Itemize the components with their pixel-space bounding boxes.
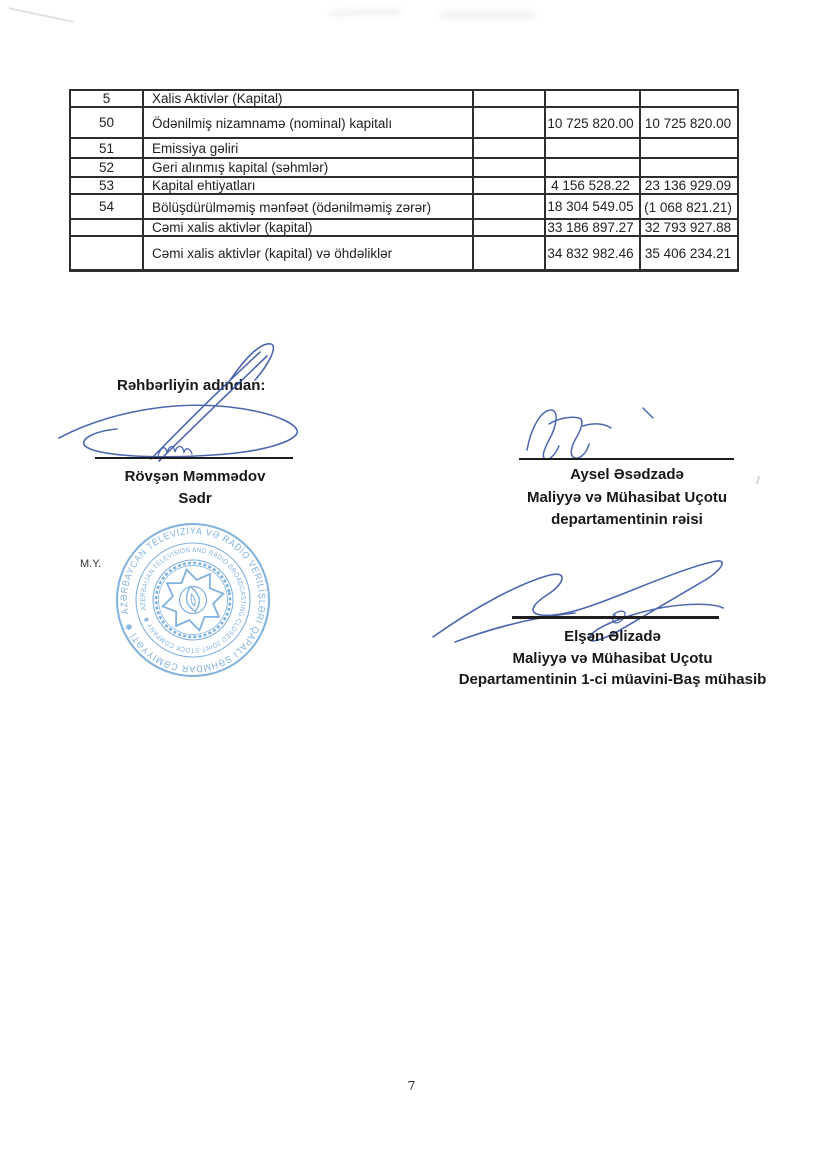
description-cell: Emissiya gəliri	[143, 138, 473, 158]
table-row	[70, 219, 738, 236]
description-cell: Xalis Aktivlər (Kapital)	[143, 90, 473, 107]
value-cell	[640, 138, 738, 158]
signature-line	[519, 458, 734, 460]
row-number-cell: 54	[70, 194, 143, 219]
empty-cell	[473, 219, 545, 236]
table-row	[70, 138, 738, 158]
finance-head-signature-ink	[505, 398, 670, 466]
table-row	[70, 194, 738, 219]
empty-cell	[473, 177, 545, 194]
stamp-outer-ring-text: AZƏRBAYCAN TELEVİZİYA VƏ RADİO VERİLİŞLƏRİ QAPALI SƏHMDAR CƏMİYYƏTİ ✱	[118, 525, 268, 675]
chairman-signature-ink	[55, 332, 400, 467]
value-cell	[545, 158, 640, 177]
value-cell: 10 725 820.00	[640, 107, 738, 138]
description-cell: Cəmi xalis aktivlər (kapital) və öhdəliklər	[143, 236, 473, 270]
row-number-cell: 50	[70, 107, 143, 138]
table-row	[70, 107, 738, 138]
value-cell	[545, 138, 640, 158]
stamp-inner-ring-text: AZERBAIJAN TELEVISION AND RADIO BROADCASTING CLOSED JOINT-STOCK COMPANY ✱	[139, 546, 247, 654]
company-round-stamp	[105, 512, 281, 688]
row-number-cell	[70, 236, 143, 270]
description-cell: Bölüşdürülməmiş mənfəət (ödənilməmiş zərər)	[143, 194, 473, 219]
value-cell: 33 186 897.27	[545, 219, 640, 236]
value-cell: 35 406 234.21	[640, 236, 738, 270]
value-cell: 34 832 982.46	[545, 236, 640, 270]
row-number-cell	[70, 219, 143, 236]
row-number-cell: 51	[70, 138, 143, 158]
empty-cell	[473, 158, 545, 177]
value-cell	[545, 90, 640, 107]
seal-place-label: M.Y.	[80, 558, 102, 570]
table-row	[70, 236, 738, 270]
empty-cell	[473, 107, 545, 138]
signer-name: Elşən Əlizadə	[564, 628, 661, 645]
chief-accountant-name-block	[430, 626, 795, 691]
empty-cell	[473, 90, 545, 107]
value-cell: 23 136 929.09	[640, 177, 738, 194]
on-behalf-of-management-heading: Rəhbərliyin adından:	[117, 377, 266, 394]
page-number: 7	[407, 1078, 416, 1093]
signer-name: Rövşən Məmmədov	[124, 468, 266, 485]
chairman-name-block	[95, 466, 295, 510]
net-assets-table	[69, 89, 739, 272]
signer-title: Maliyyə və Mühasibat Uçotu	[512, 649, 713, 667]
row-number-cell: 5	[70, 90, 143, 107]
description-cell: Cəmi xalis aktivlər (kapital)	[143, 219, 473, 236]
signer-title: Departamentinin 1-ci müavini-Baş mühasib	[458, 671, 767, 688]
row-number-cell: 52	[70, 158, 143, 177]
scan-artifact-pencil-mark	[9, 7, 74, 22]
value-cell	[640, 158, 738, 177]
value-cell: (1 068 821.21)	[640, 194, 738, 219]
scan-artifact-ghost-text	[440, 10, 535, 20]
table-row	[70, 158, 738, 177]
scan-artifact-ghost-text	[330, 7, 400, 18]
signature-line	[95, 457, 293, 459]
signer-title: Sədr	[178, 490, 212, 507]
description-cell: Kapital ehtiyatları	[143, 177, 473, 194]
row-number-cell: 53	[70, 177, 143, 194]
empty-cell	[473, 138, 545, 158]
stamp-emblem-icon	[149, 556, 237, 644]
table-row	[70, 177, 738, 194]
empty-cell	[473, 236, 545, 270]
value-cell	[640, 90, 738, 107]
signer-title: departamentinin rəisi	[551, 511, 703, 528]
description-cell: Geri alınmış kapital (səhmlər)	[143, 158, 473, 177]
value-cell: 10 725 820.00	[545, 107, 640, 138]
value-cell: 4 156 528.22	[545, 177, 640, 194]
table-row	[70, 90, 738, 107]
signer-title: Maliyyə və Mühasibat Uçotu	[526, 488, 728, 506]
scan-artifact-pen-mark	[755, 476, 760, 485]
value-cell: 18 304 549.05	[545, 194, 640, 219]
value-cell: 32 793 927.88	[640, 219, 738, 236]
signer-name: Aysel Əsədzadə	[570, 466, 684, 483]
finance-head-name-block	[513, 464, 741, 532]
description-cell: Ödənilmiş nizamnamə (nominal) kapitalı	[143, 107, 473, 138]
empty-cell	[473, 194, 545, 219]
signature-line	[512, 616, 719, 619]
